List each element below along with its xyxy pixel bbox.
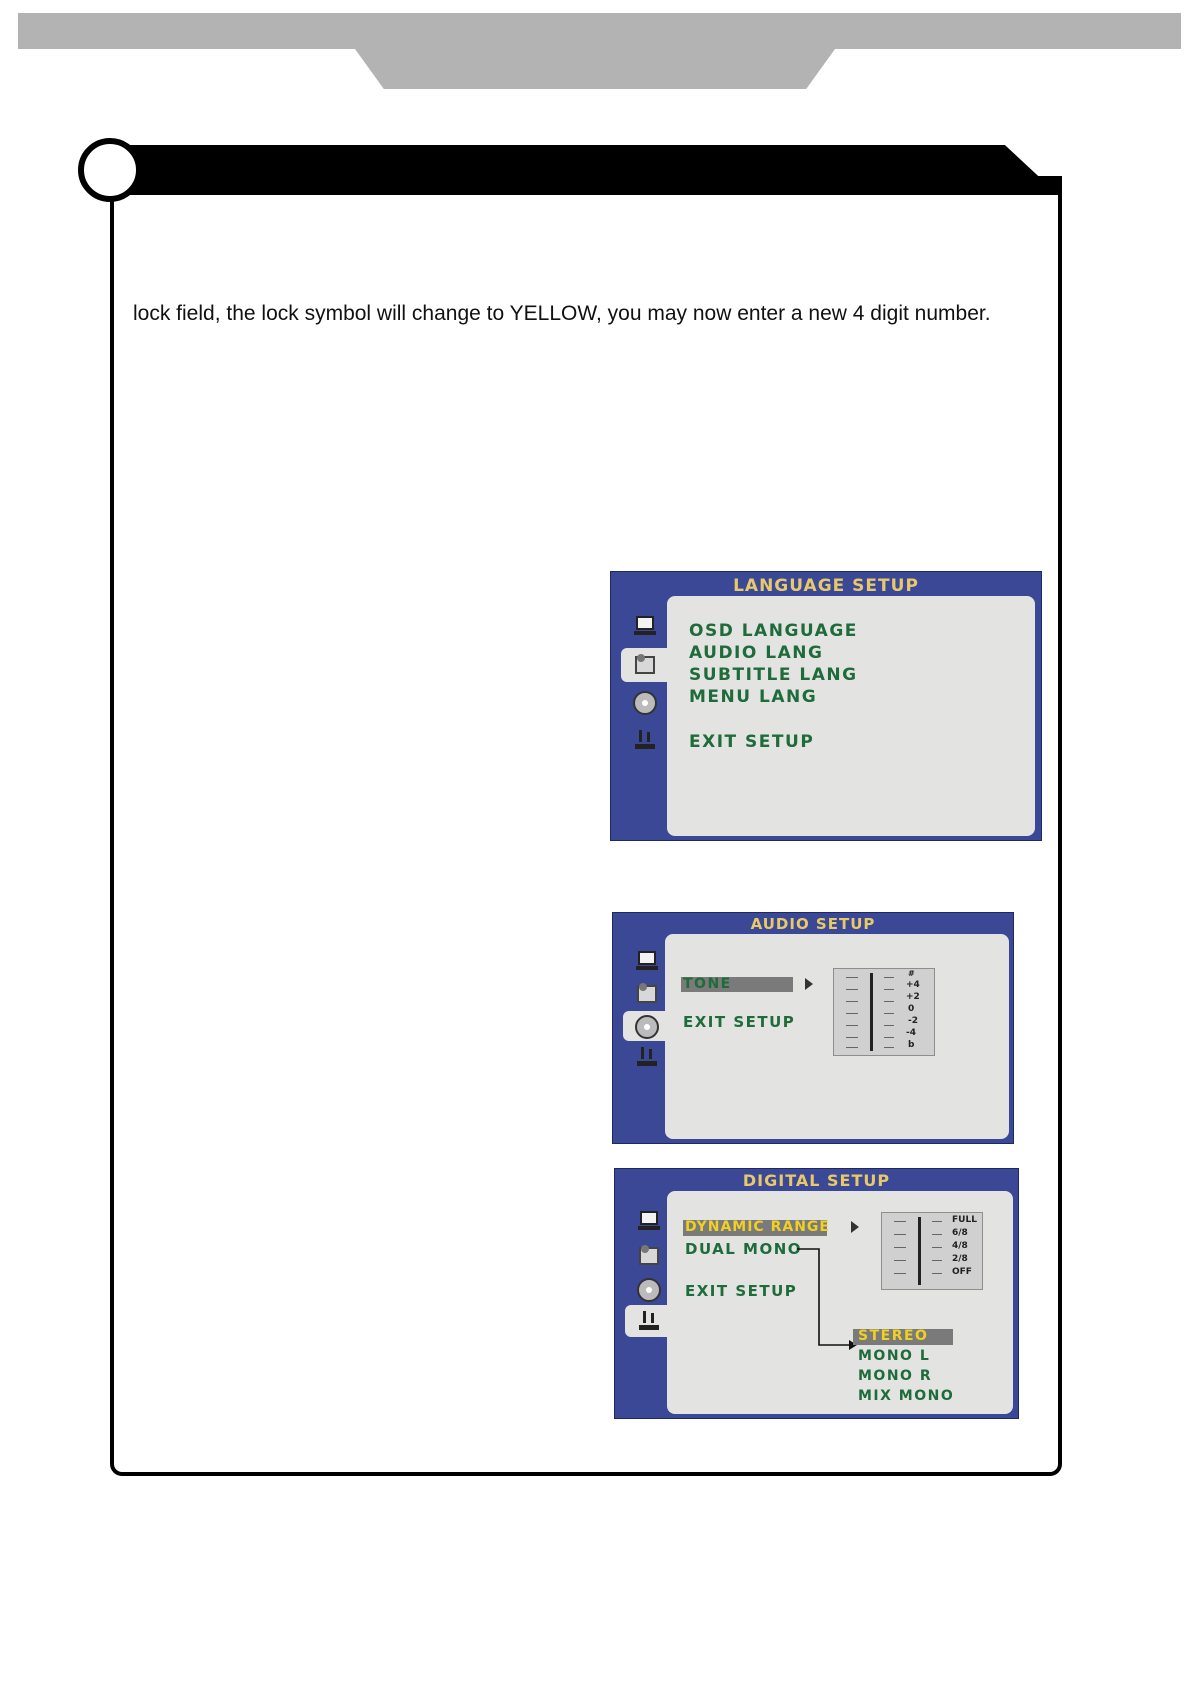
digital-icon[interactable] <box>633 1043 661 1071</box>
scale-tick <box>846 1001 858 1002</box>
language-icon[interactable] <box>635 1241 663 1269</box>
digital-setup-title: DIGITAL SETUP <box>742 1171 891 1190</box>
scale-tick <box>932 1273 942 1274</box>
scale-label: -4 <box>906 1028 916 1038</box>
scale-tick <box>846 989 858 990</box>
menu-item-audio-lang[interactable]: AUDIO LANG <box>689 643 824 663</box>
scale-label: +4 <box>906 980 920 990</box>
scale-label: FULL <box>952 1215 977 1225</box>
submenu-arrow-icon <box>805 978 813 990</box>
scale-label: 6/8 <box>952 1228 968 1238</box>
scale-tick <box>894 1273 906 1274</box>
monitor-icon[interactable] <box>633 947 661 975</box>
scale-tick <box>932 1221 942 1222</box>
language-setup-title: LANGUAGE SETUP <box>733 576 919 596</box>
dynamic-range-scale[interactable] <box>881 1212 983 1290</box>
audio-setup-screen <box>612 912 1014 1144</box>
exit-setup-button[interactable]: EXIT SETUP <box>689 732 815 752</box>
digital-icon[interactable] <box>631 726 659 754</box>
scale-tick <box>932 1247 942 1248</box>
scale-tick <box>846 977 858 978</box>
scale-tick <box>894 1247 906 1248</box>
scale-label: b <box>908 1040 915 1050</box>
mono-option-mono-l[interactable]: MONO L <box>858 1348 931 1364</box>
menu-item-dual-mono[interactable]: DUAL MONO <box>685 1240 803 1258</box>
monitor-icon[interactable] <box>631 612 659 640</box>
scale-tick <box>846 1037 858 1038</box>
scale-tick <box>894 1234 906 1235</box>
menu-item-osd-language[interactable]: OSD LANGUAGE <box>689 621 858 641</box>
scale-tick <box>884 1025 894 1026</box>
menu-item-dynamic-range[interactable]: DYNAMIC RANGE <box>685 1219 830 1235</box>
scale-label: 0 <box>908 1004 915 1014</box>
scale-tick <box>894 1221 906 1222</box>
scale-label: # <box>908 969 915 978</box>
scale-label: -2 <box>908 1016 918 1026</box>
scale-tick <box>932 1234 942 1235</box>
scale-tick <box>884 1037 894 1038</box>
scale-tick <box>846 1013 858 1014</box>
digital-icon[interactable] <box>635 1307 663 1335</box>
scale-label: +2 <box>906 992 920 1002</box>
audio-disc-icon[interactable] <box>633 1012 661 1040</box>
scale-tick <box>884 1047 894 1048</box>
section-number-circle <box>78 138 142 202</box>
scale-tick <box>932 1260 942 1261</box>
dynamic-range-axis <box>918 1217 921 1285</box>
mono-option-mono-r[interactable]: MONO R <box>858 1368 933 1384</box>
mono-option-stereo[interactable]: STEREO <box>858 1328 929 1344</box>
menu-item-menu-lang[interactable]: MENU LANG <box>689 687 818 707</box>
page-top-bar <box>18 13 1181 49</box>
scale-label: OFF <box>952 1267 972 1277</box>
scale-tick <box>846 1047 858 1048</box>
scale-tick <box>894 1260 906 1261</box>
scale-label: 2/8 <box>952 1254 968 1264</box>
audio-disc-icon[interactable] <box>631 688 659 716</box>
audio-setup-title: AUDIO SETUP <box>750 915 876 933</box>
scale-tick <box>884 989 894 990</box>
audio-disc-icon[interactable] <box>635 1275 663 1303</box>
menu-item-tone[interactable]: TONE <box>683 976 732 992</box>
menu-item-subtitle-lang[interactable]: SUBTITLE LANG <box>689 665 858 685</box>
tone-scale-axis <box>870 973 873 1051</box>
scale-tick <box>884 1001 894 1002</box>
instruction-text: lock field, the lock symbol will change to YELLOW, you may now enter a new 4 digit number. <box>133 302 991 325</box>
exit-setup-button[interactable]: EXIT SETUP <box>683 1013 796 1031</box>
scale-tick <box>884 977 894 978</box>
tone-scale[interactable] <box>833 968 935 1056</box>
mono-option-mix-mono[interactable]: MIX MONO <box>858 1388 955 1404</box>
digital-setup-screen <box>614 1168 1019 1419</box>
scale-tick <box>884 1013 894 1014</box>
monitor-icon[interactable] <box>635 1207 663 1235</box>
language-setup-screen <box>610 571 1042 841</box>
language-icon[interactable] <box>633 979 661 1007</box>
language-icon[interactable] <box>631 650 659 678</box>
scale-label: 4/8 <box>952 1241 968 1251</box>
exit-setup-button[interactable]: EXIT SETUP <box>685 1282 798 1300</box>
submenu-arrow-icon <box>851 1221 859 1233</box>
page-top-tab <box>355 49 835 89</box>
scale-tick <box>846 1025 858 1026</box>
